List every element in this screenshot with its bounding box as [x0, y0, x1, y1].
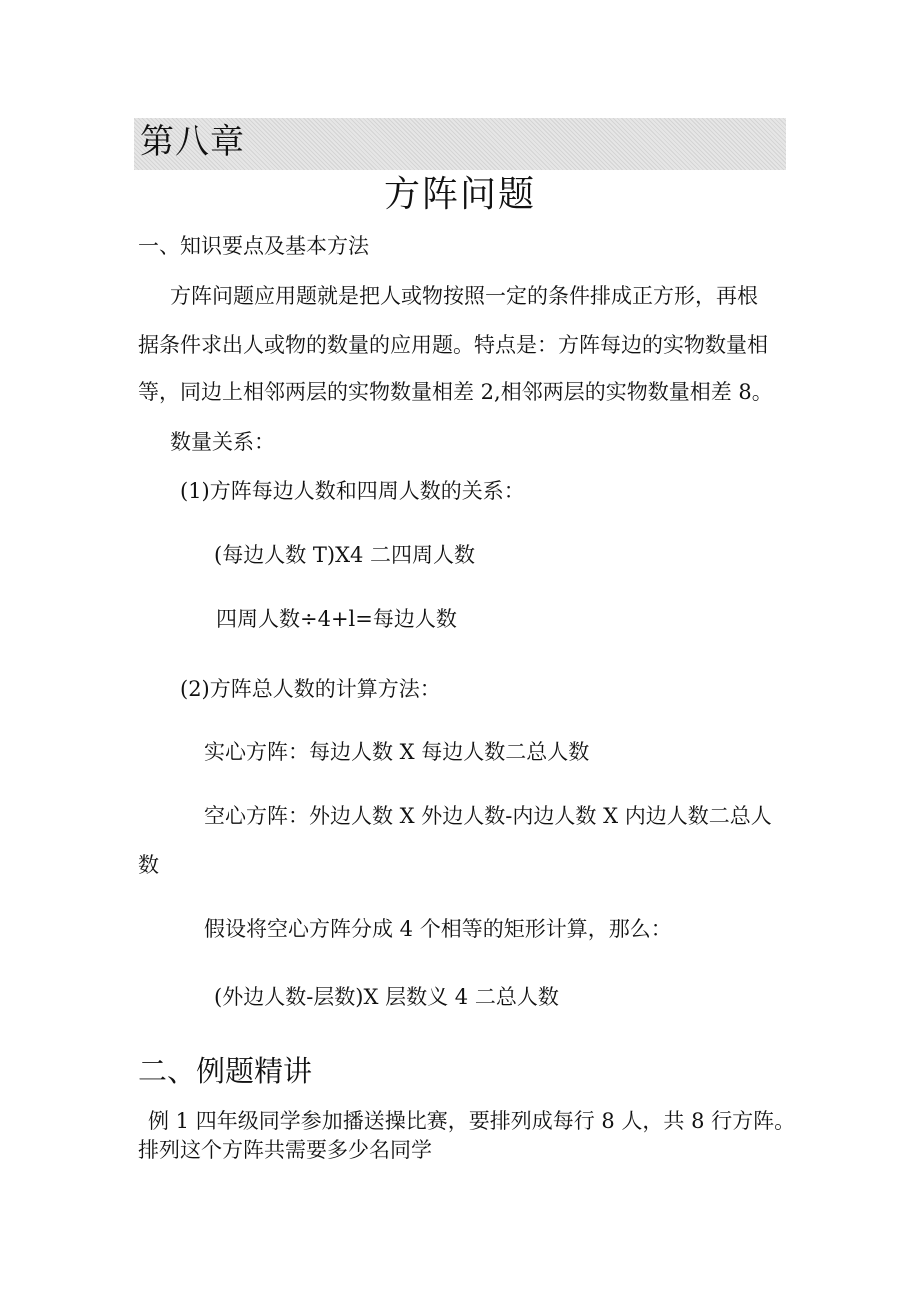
- hollow-rectangle-formula: (外边人数-层数)X 层数义 4 二总人数: [214, 985, 559, 1009]
- hollow-square-formula-line-1: 空心方阵：外边人数 X 外边人数-内边人数 X 内边人数二总人: [204, 804, 772, 828]
- chapter-title: 第八章: [140, 122, 245, 162]
- relation-2-heading: (2)方阵总人数的计算方法：: [180, 677, 441, 701]
- relations-label: 数量关系：: [170, 430, 275, 454]
- solid-square-formula: 实心方阵：每边人数 X 每边人数二总人数: [204, 740, 590, 764]
- section-heading-2: 二、例题精讲: [138, 1054, 313, 1088]
- relation-1-formula-2: 四周人数÷4+l=每边人数: [216, 607, 457, 631]
- intro-paragraph-line-2: 据条件求出人或物的数量的应用题。特点是：方阵每边的实物数量相: [138, 333, 768, 357]
- example-1-line-1: 例 1 四年级同学参加播送操比赛，要排列成每行 8 人，共 8 行方阵。: [148, 1109, 796, 1133]
- relation-1-heading: (1)方阵每边人数和四周人数的关系：: [180, 479, 525, 503]
- page-title: 方阵问题: [383, 174, 536, 215]
- hollow-assumption-text: 假设将空心方阵分成 4 个相等的矩形计算，那么：: [204, 917, 672, 941]
- intro-paragraph-line-3: 等，同边上相邻两层的实物数量相差 2,相邻两层的实物数量相差 8。: [138, 380, 773, 404]
- section-heading-1: 一、知识要点及基本方法: [138, 234, 369, 258]
- example-1-line-2: 排列这个方阵共需要多少名同学: [138, 1138, 432, 1162]
- hollow-square-formula-line-2: 数: [138, 853, 159, 877]
- intro-paragraph-line-1: 方阵问题应用题就是把人或物按照一定的条件排成正方形，再根: [170, 284, 758, 308]
- relation-1-formula-1: (每边人数 T)X4 二四周人数: [214, 543, 476, 567]
- chapter-banner: [134, 118, 786, 170]
